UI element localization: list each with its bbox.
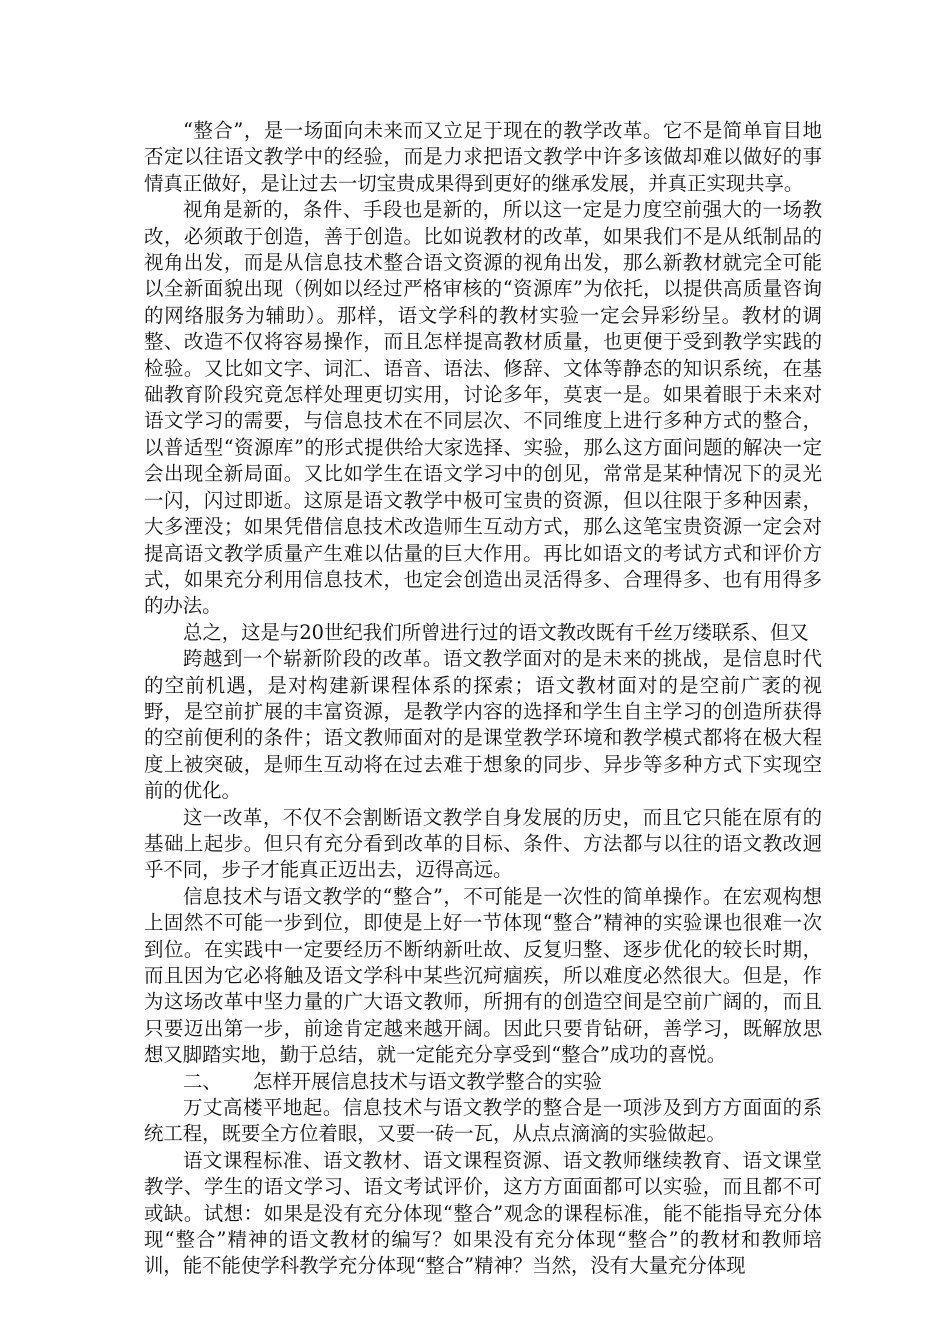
paragraph-6: 万丈高楼平地起。信息技术与语文教学的整合是一项涉及到方方面面的系统工程，既要全方位着眼，又要一砖一瓦，从点点滴滴的实验做起。 [144, 1096, 822, 1146]
paragraph-4: 这一改革，不仅不会割断语文教学自身发展的历史，而且它只能在原有的基础上起步。但只有充分看到改革的目标、条件、方法都与以往的语文教改迥乎不同，步子才能真正迈出去，迈得高远。 [144, 805, 822, 882]
paragraph-1: “整合”，是一场面向未来而又立足于现在的教学改革。它不是简单盲目地否定以往语文教学中的经验，而是力求把语文教学中许多该做却难以做好的事情真正做好，是让过去一切宝贵成果得到更好的继承发展，并真正实现共享。 [144, 119, 822, 195]
document-body [144, 118, 822, 1280]
paragraph-3: 总之，这是与20世纪我们所曾进行过的语文教改既有千丝万缕联系、但又 [183, 620, 809, 644]
paragraph-5: 信息技术与语文教学的“整合”，不可能是一次性的简单操作。在宏观构想上固然不可能一步到位，即使是上好一节体现“整合”精神的实验课也很难一次到位。在实践中一定要经历不断纳新吐故、反复归整、逐步优化的较长时期，而且因为它必将触及语文学科中某些沉疴痼疾，所以难度必然很大。但是，作为这场改革中坚力量的广大语文教师，所拥有的创造空间是空前广阔的，而且只要迈出第一步，前途肯定越来越开阔。因此只要肯钻研，善学习，既解放思想又脚踏实地，勤于总结，就一定能充分享受到“整合”成功的喜悦。 [144, 884, 822, 1067]
section-heading-number: 二、 [183, 1069, 222, 1093]
paragraph-7: 语文课程标准、语文教材、语文课程资源、语文教师继续教育、语文课堂教学、学生的语文学习、语文考试评价，这方方面面都可以实验，而且都不可或缺。试想：如果是没有充分体现“整合”观念的课程标准，能不能指导充分体现“整合”精神的语文教材的编写？如果没有充分体现“整合”的教材和教师培训，能不能使学科教学充分体现“整合”精神？当然，没有大量充分体现 [144, 1148, 822, 1278]
paragraph-3-continued: 跨越到一个崭新阶段的改革。语文教学面对的是未来的挑战，是信息时代的空前机遇，是对构建新课程体系的探索；语文教材面对的是空前广袤的视野，是空前扩展的丰富资源，是教学内容的选择和学生自主学习的创造所获得的空前便利的条件；语文教师面对的是课堂教学环境和教学模式都将在极大程度上被突破，是师生互动将在过去难于想象的同步、异步等多种方式下实现空前的优化。 [144, 647, 822, 803]
section-heading [144, 1069, 822, 1095]
paragraph-2: 视角是新的，条件、手段也是新的，所以这一定是力度空前强大的一场教改，必须敢于创造，善于创造。比如说教材的改革，如果我们不是从纸制品的视角出发，而是从信息技术整合语文资源的视角出发，那么新教材就完全可能以全新面貌出现（例如以经过严格审核的“资源库”为依托，以提供高质量咨询的网络服务为辅助）。那样，语文学科的教材实验一定会异彩纷呈。教材的调整、改造不仅将容易操作，而且怎样提高教材质量，也更便于受到教学实践的检验。又比如文字、词汇、语音、语法、修辞、文体等静态的知识系统，在基础教育阶段究竟怎样处理更切实用，讨论多年，莫衷一是。如果着眼于未来对语文学习的需要，与信息技术在不同层次、不同维度上进行多种方式的整合，以普适型“资源库”的形式提供给大家选择、实验，那么这方面问题的解决一定会出现全新局面。又比如学生在语文学习中的创见，常常是某种情况下的灵光一闪，闪过即逝。这原是语文教学中极可宝贵的资源，但以往限于多种因素，大多湮没；如果凭借信息技术改造师生互动方式，那么这笔宝贵资源一定会对提高语文教学质量产生难以估量的巨大作用。再比如语文的考试方式和评价方式，如果充分利用信息技术，也定会创造出灵活得多、合理得多、也有用得多的办法。 [144, 198, 822, 618]
section-heading-title: 怎样开展信息技术与语文教学整合的实验 [253, 1069, 603, 1093]
